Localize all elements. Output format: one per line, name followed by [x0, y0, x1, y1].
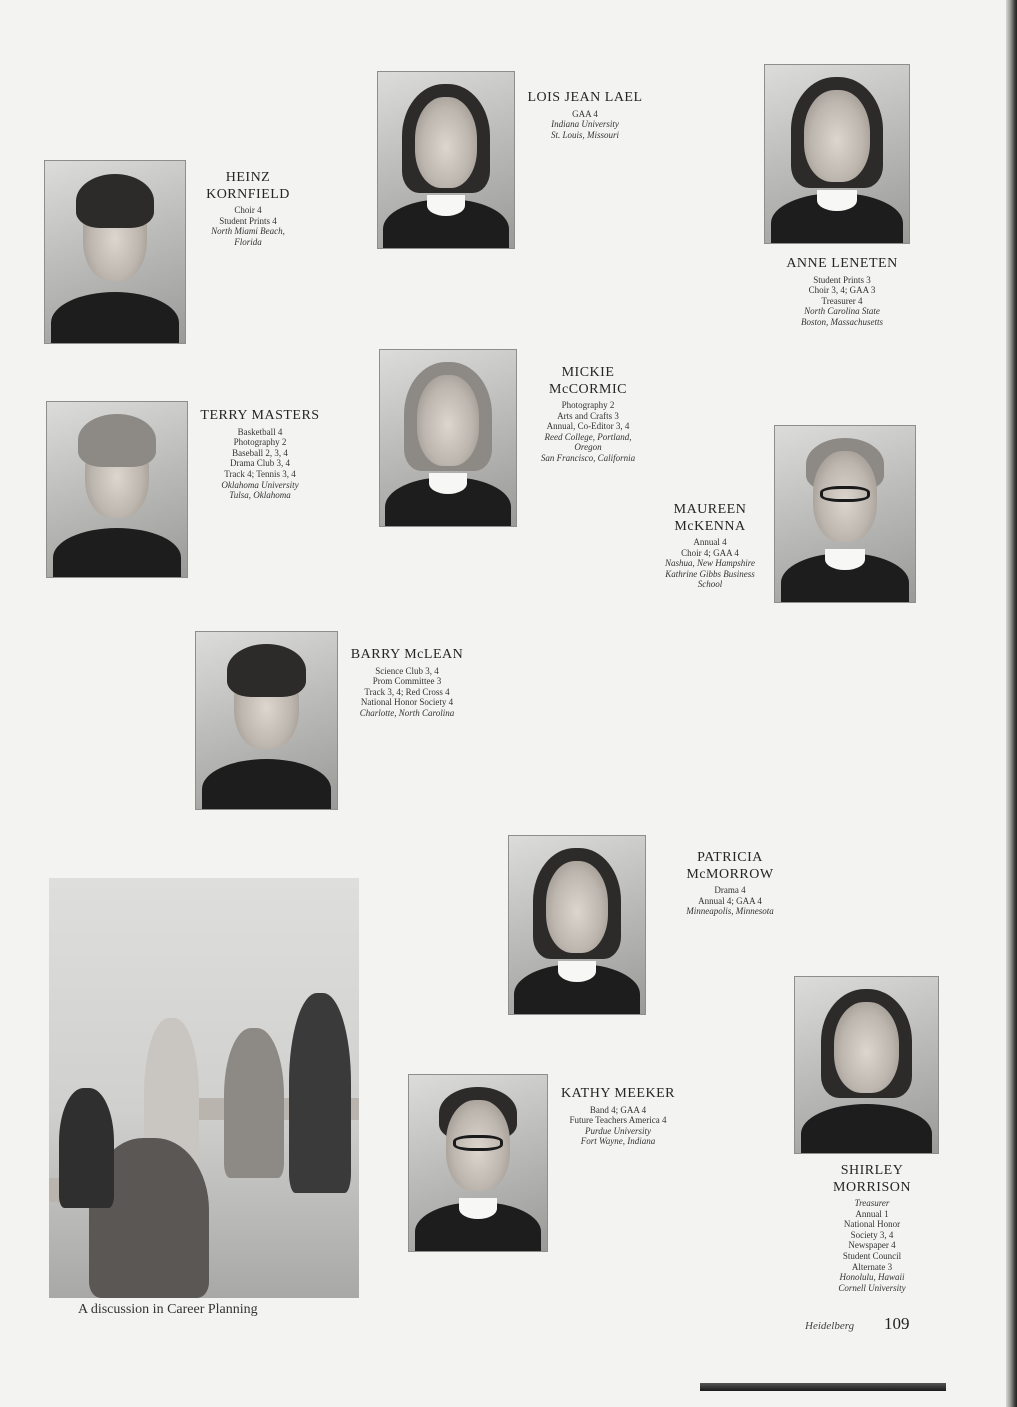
- photo-caption: A discussion in Career Planning: [78, 1302, 258, 1317]
- folio: Heidelberg: [805, 1320, 855, 1332]
- student-name: MICKIE McCORMIC: [549, 365, 627, 397]
- student-name: MAUREEN McKENNA: [673, 502, 747, 534]
- portrait-meeker: [409, 1075, 547, 1251]
- student-name: HEINZ KORNFIELD: [206, 170, 290, 202]
- caption-leneten: ANNE LENETEN Student Prints 3 Choir 3, 4; GAA 3 Treasurer 4 North Carolina State Boston, Massachusetts: [786, 256, 898, 327]
- portrait-lael: [378, 72, 514, 248]
- portrait-mccormic: [380, 350, 516, 526]
- caption-mccormic: MICKIE McCORMIC Photography 2 Arts and Crafts 3 Annual, Co-Editor 3, 4 Reed College, Portland, Oregon San Francisco, California: [518, 365, 658, 464]
- caption-lael: LOIS JEAN LAEL GAA 4 Indiana University St. Louis, Missouri: [527, 90, 643, 140]
- page-number: 109: [884, 1314, 910, 1333]
- portrait-masters: [47, 402, 187, 577]
- student-name: SHIRLEY MORRISON: [833, 1163, 911, 1195]
- caption-masters: TERRY MASTERS Basketball 4 Photography 2 Baseball 2, 3, 4 Drama Club 3, 4 Track 4; Tennis 3, 4 Oklahoma University Tulsa, Oklahoma: [200, 408, 320, 501]
- portrait-leneten: [765, 65, 909, 243]
- caption-morrison: SHIRLEY MORRISON Treasurer Annual 1 National Honor Society 3, 4 Newspaper 4 Student Council Alternate 3 Honolulu, Hawaii Cornell University: [804, 1163, 940, 1294]
- caption-mcmorrow: PATRICIA McMORROW Drama 4 Annual 4; GAA 4 Minneapolis, Minnesota: [660, 850, 800, 917]
- page-edge: [1006, 0, 1017, 1407]
- caption-mckenna: MAUREEN McKENNA Annual 4 Choir 4; GAA 4 Nashua, New Hampshire Kathrine Gibbs Business School: [640, 502, 780, 590]
- page-bottom-rule: [700, 1383, 946, 1391]
- caption-meeker: KATHY MEEKER Band 4; GAA 4 Future Teachers America 4 Purdue University Fort Wayne, Indiana: [561, 1086, 675, 1147]
- caption-mclean: BARRY McLEAN Science Club 3, 4 Prom Committee 3 Track 3, 4; Red Cross 4 National Honor Society 4 Charlotte, North Carolina: [350, 647, 464, 718]
- portrait-mclean: [196, 632, 337, 809]
- portrait-mckenna: [775, 426, 915, 602]
- portrait-kornfield: [45, 161, 185, 343]
- portrait-mcmorrow: [509, 836, 645, 1014]
- student-name: PATRICIA McMORROW: [686, 850, 774, 882]
- career-planning-photo: [49, 878, 359, 1298]
- caption-kornfield: HEINZ KORNFIELD Choir 4 Student Prints 4 North Miami Beach, Florida: [186, 170, 310, 247]
- portrait-morrison: [795, 977, 938, 1153]
